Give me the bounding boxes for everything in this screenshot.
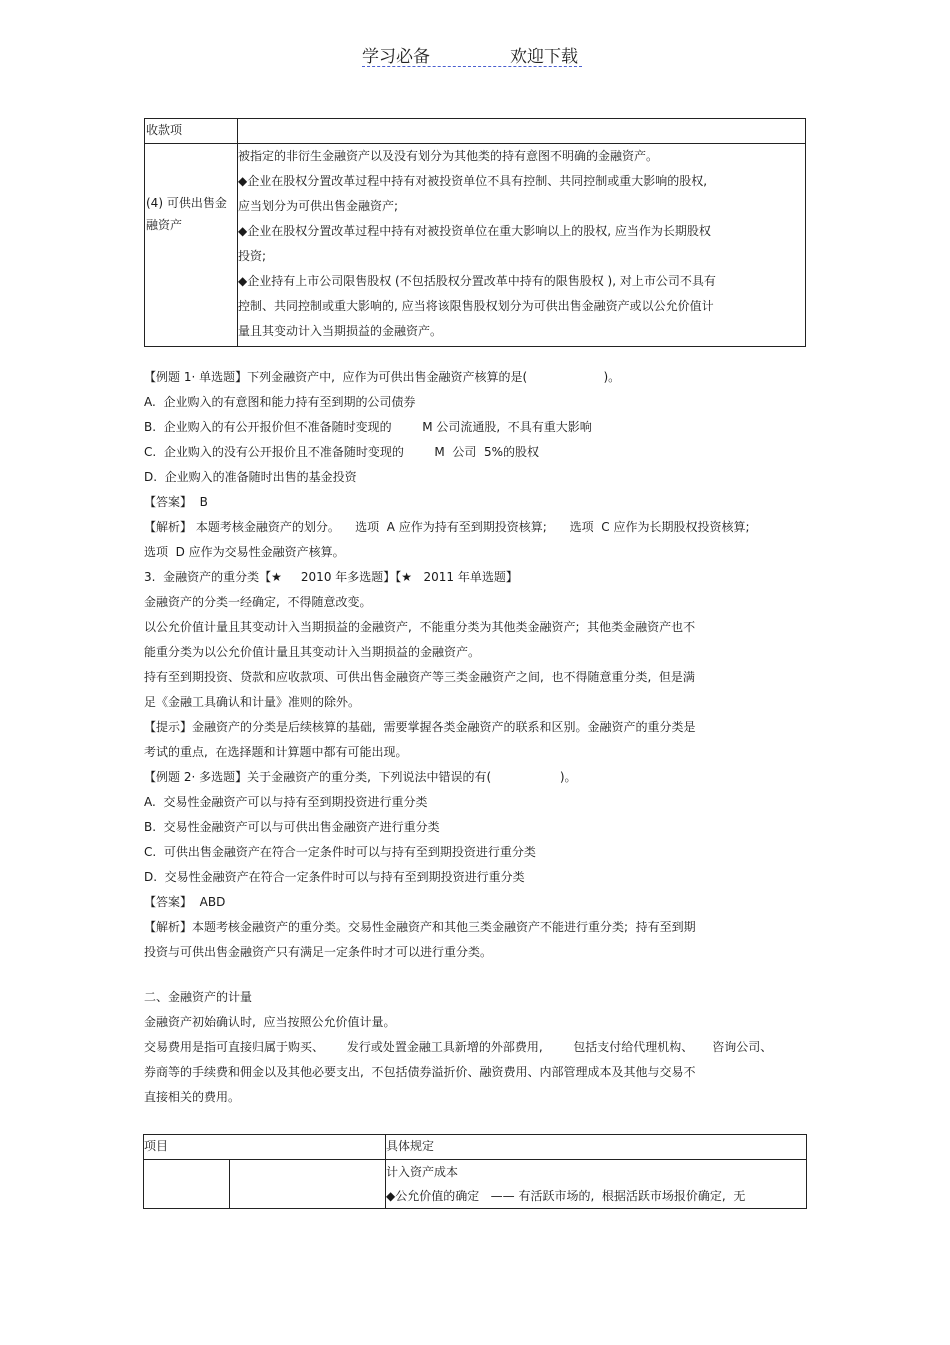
page-header — [362, 40, 582, 67]
table-cell — [230, 1160, 386, 1209]
rule-line: 计入资产成本 — [386, 1165, 459, 1179]
analysis-line: 【解析】本题考核金融资产的重分类。交易性金融资产和其他三类金融资产不能进行重分类; 持有至到期 — [144, 920, 696, 934]
option-b: B. 企业购入的有公开报价但不准备随时变现的 M 公司流通股, 不具有重大影响 — [144, 420, 592, 434]
header-right-text: 欢迎下载 — [510, 47, 578, 67]
analysis-line: 【解析】 本题考核金融资产的划分。 选项 A 应作为持有至到期投资核算; 选项 C 应作为长期股权投资核算; — [144, 520, 750, 534]
table-cell-desc — [238, 144, 806, 347]
analysis-line: 投资与可供出售金融资产只有满足一定条件时才可以进行重分类。 — [144, 945, 493, 959]
paragraph-line: 金融资产的分类一经确定, 不得随意改变。 — [144, 595, 372, 609]
paragraph-line: 券商等的手续费和佣金以及其他必要支出, 不包括债券溢折价、融资费用、内部管理成本及其他与交易不 — [144, 1065, 696, 1079]
category-label: (4) 可供出售金 融资产 — [146, 196, 227, 232]
body-text — [144, 365, 814, 1110]
table-header-rule: 具体规定 — [386, 1135, 807, 1160]
table-cell — [144, 1160, 230, 1209]
table-header-item: 项目 — [144, 1135, 386, 1160]
analysis-line: 选项 D 应作为交易性金融资产核算。 — [144, 545, 345, 559]
table-cell-label: 收款项 — [145, 119, 238, 144]
desc-line: 量且其变动计入当期损益的金融资产。 — [238, 324, 443, 338]
example2-question: 【例题 2· 多选题】关于金融资产的重分类, 下列说法中错误的有( )。 — [144, 770, 577, 784]
answer: 【答案】 ABD — [144, 895, 226, 909]
table-row — [144, 1160, 807, 1209]
desc-line: 被指定的非衍生金融资产以及没有划分为其他类的持有意图不明确的金融资产。 — [238, 149, 659, 163]
option-d: D. 企业购入的准备随时出售的基金投资 — [144, 470, 357, 484]
example1-question: 【例题 1· 单选题】下列金融资产中, 应作为可供出售金融资产核算的是( )。 — [144, 370, 621, 384]
option-a: A. 企业购入的有意图和能力持有至到期的公司债券 — [144, 395, 416, 409]
tip-line: 【提示】金融资产的分类是后续核算的基础, 需要掌握各类金融资产的联系和区别。金融资产的重分类是 — [144, 720, 696, 734]
desc-line: ◆企业在股权分置改革过程中持有对被投资单位不具有控制、共同控制或重大影响的股权, — [238, 174, 708, 188]
table-row — [145, 144, 806, 347]
paragraph-line: 以公允价值计量且其变动计入当期损益的金融资产, 不能重分类为其他类金融资产; 其他类金融资产也不 — [144, 620, 696, 634]
paragraph-line: 持有至到期投资、贷款和应收款项、可供出售金融资产等三类金融资产之间, 也不得随意重分类, 但是满 — [144, 670, 695, 684]
section-heading: 3. 金融资产的重分类【★ 2010 年多选题】【★ 2011 年单选题】 — [144, 570, 518, 584]
table-cell-desc — [238, 119, 806, 144]
table-header-row — [144, 1135, 807, 1160]
rule-line: ◆公允价值的确定 —— 有活跃市场的, 根据活跃市场报价确定, 无 — [386, 1189, 746, 1203]
paragraph-line: 直接相关的费用。 — [144, 1090, 241, 1104]
desc-line: 应当划分为可供出售金融资产; — [238, 199, 399, 213]
option-c: C. 可供出售金融资产在符合一定条件时可以与持有至到期投资进行重分类 — [144, 845, 536, 859]
option-a: A. 交易性金融资产可以与持有至到期投资进行重分类 — [144, 795, 428, 809]
desc-line: ◆企业在股权分置改革过程中持有对被投资单位在重大影响以上的股权, 应当作为长期股权 — [238, 224, 711, 238]
paragraph-line: 金融资产初始确认时, 应当按照公允价值计量。 — [144, 1015, 396, 1029]
section-heading: 二、金融资产的计量 — [144, 990, 253, 1004]
option-d: D. 交易性金融资产在符合一定条件时可以与持有至到期投资进行重分类 — [144, 870, 525, 884]
table-cell-label — [145, 144, 238, 347]
table-row — [145, 119, 806, 144]
desc-line: ◆企业持有上市公司限售股权 (不包括股权分置改革中持有的限售股权 ), 对上市公司不具有 — [238, 274, 716, 288]
classification-table — [144, 118, 806, 347]
header-left-text: 学习必备 — [362, 47, 430, 67]
answer: 【答案】 B — [144, 495, 208, 509]
desc-line: 投资; — [238, 249, 267, 263]
table-cell-rule — [386, 1160, 807, 1209]
paragraph-line: 能重分类为以公允价值计量且其变动计入当期损益的金融资产。 — [144, 645, 481, 659]
option-c: C. 企业购入的没有公开报价且不准备随时变现的 M 公司 5%的股权 — [144, 445, 539, 459]
paragraph-line: 足《金融工具确认和计量》准则的除外。 — [144, 695, 361, 709]
tip-line: 考试的重点, 在选择题和计算题中都有可能出现。 — [144, 745, 408, 759]
measurement-table — [143, 1134, 807, 1209]
desc-line: 控制、共同控制或重大影响的, 应当将该限售股权划分为可供出售金融资产或以公允价值计 — [238, 299, 714, 313]
paragraph-line: 交易费用是指可直接归属于购买、 发行或处置金融工具新增的外部费用, 包括支付给代理机构、 咨询公司、 — [144, 1040, 773, 1054]
option-b: B. 交易性金融资产可以与可供出售金融资产进行重分类 — [144, 820, 440, 834]
